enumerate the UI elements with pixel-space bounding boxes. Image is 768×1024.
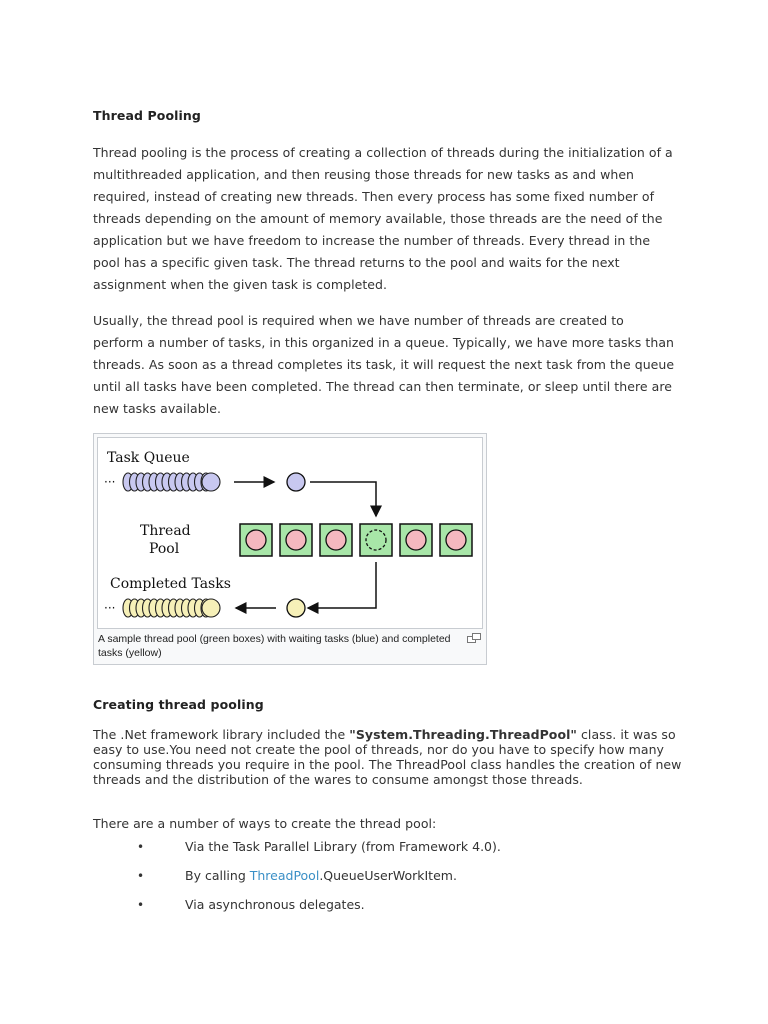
completed-tasks-label: Completed Tasks (110, 576, 231, 592)
arrow-pool-to-completed (308, 562, 376, 608)
waiting-task-ellipse (202, 473, 220, 491)
paragraph-usage: Usually, the thread pool is required when we have number of threads are created to perform a number of tasks, in this organized in a queue. Typically, we have more tasks than threads. As soon as a thread completes its task, it will request the next task from the queue until all tasks have been completed. The thread can then terminate, or sleep until there are new tasks available. (93, 313, 675, 416)
threadpool-link[interactable]: ThreadPool (249, 868, 320, 883)
list-item-text-pre: By calling (185, 868, 250, 883)
completed-task-circle (287, 599, 305, 617)
completed-ellipsis: ··· (104, 601, 116, 615)
completed-queue-items (123, 599, 220, 617)
figure-caption: A sample thread pool (green boxes) with waiting tasks (blue) and completed tasks (yellow) (98, 633, 451, 659)
running-task-circle (326, 530, 346, 550)
completed-task-ellipse (202, 599, 220, 617)
list-item-text: Via the Task Parallel Library (from Framework 4.0). (185, 839, 501, 854)
list-item-text (185, 869, 457, 883)
paragraph-dotnet-intro: The .Net framework library included the (93, 727, 350, 742)
arrow-task-to-pool (310, 482, 376, 516)
thread-label-line1: Thread (140, 523, 191, 539)
task-queue-items (123, 473, 220, 491)
running-task-circle (246, 530, 266, 550)
running-task-circle (446, 530, 466, 550)
running-task-circle (286, 530, 306, 550)
list-item-text-post: .QueueUserWorkItem. (319, 868, 457, 883)
thread-pool-boxes (240, 524, 472, 556)
list-item-text: Via asynchronous delegates. (185, 897, 365, 912)
running-task-circle (406, 530, 426, 550)
next-task-circle (287, 473, 305, 491)
magnify-icon[interactable] (467, 633, 481, 643)
thread-pool-figure (93, 433, 487, 665)
bullet: • (137, 898, 145, 912)
bullet: • (137, 869, 145, 883)
task-queue-label: Task Queue (107, 450, 190, 466)
paragraph-intro: Thread pooling is the process of creating a collection of threads during the initialization of a multithreaded application, and then reusing those threads for new tasks as and when required, instead of creating new threads. Then every process has some fixed number of threads depending on the amount of memory available, those threads are the need of the application but we have freedom to increase the number of threads. Every thread in the pool has a specific given task. The thread returns to the pool and waits for the next assignment when the given task is completed. (93, 145, 673, 292)
class-name-bold: "System.Threading.ThreadPool" (349, 727, 577, 742)
paragraph-dotnet (93, 727, 683, 787)
heading-creating-thread-pooling: Creating thread pooling (93, 697, 264, 712)
bullet: • (137, 840, 145, 854)
thread-label-line2: Pool (149, 541, 180, 557)
paragraph-dotnet-rest: class. it was so easy to use.You need not create the pool of threads, nor do you have to specify how many consuming threads you require in the pool. The ThreadPool class handles the creation of new threads and the distribution of the wares to consume amongst those threads. (93, 727, 682, 787)
heading-thread-pooling: Thread Pooling (93, 108, 201, 123)
queue-ellipsis: ··· (104, 475, 116, 489)
idle-thread-slot (366, 530, 386, 550)
thread-pool-diagram (97, 437, 483, 629)
paragraph-ways: There are a number of ways to create the thread pool: (93, 816, 437, 831)
